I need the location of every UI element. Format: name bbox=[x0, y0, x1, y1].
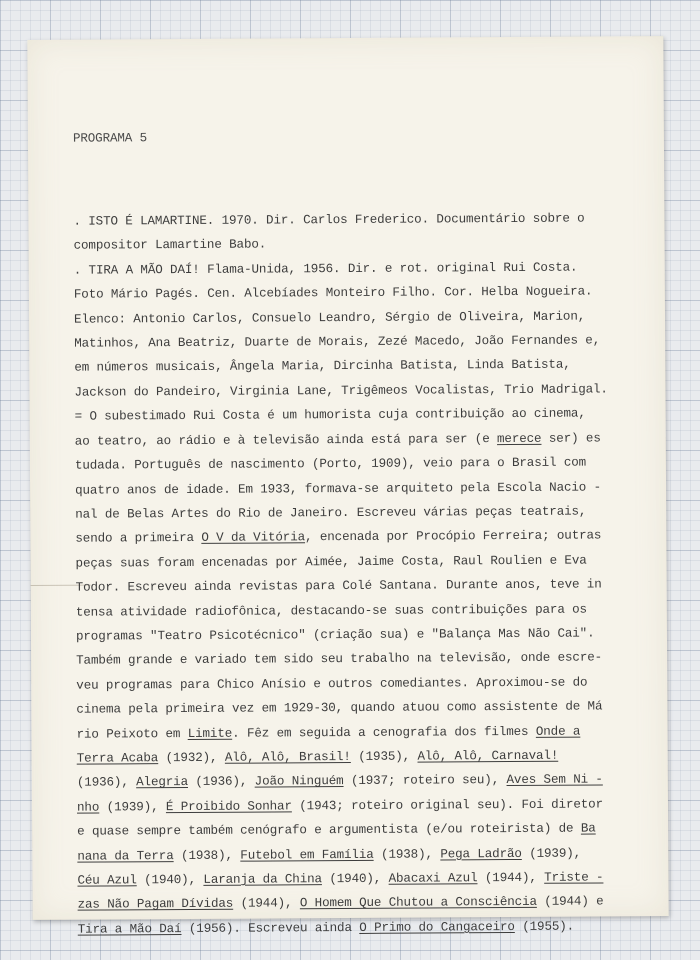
underlined-title: Futebol em Família bbox=[240, 847, 374, 863]
typed-document-page bbox=[27, 36, 668, 937]
text-run: = O subestimado Rui Costa é um humorista cuja contribuição ao cinema, bbox=[74, 406, 586, 424]
underlined-title: Triste - bbox=[544, 870, 604, 885]
underlined-title: O Primo do Cangaceiro bbox=[359, 919, 515, 935]
underlined-title: Aves Sem Ni - bbox=[506, 772, 603, 788]
text-run: (1939), bbox=[99, 799, 166, 815]
underlined-title: Pega Ladrão bbox=[440, 846, 522, 862]
text-line bbox=[76, 670, 646, 698]
text-line bbox=[77, 768, 647, 796]
underlined-title: Alô, Alô, Carnaval! bbox=[417, 748, 559, 764]
text-line bbox=[75, 523, 645, 551]
text-line bbox=[74, 377, 644, 405]
text-run: cinema pela primeira vez em 1929-30, quando atuou como assistente de Má bbox=[76, 699, 603, 717]
text-line bbox=[75, 450, 645, 478]
text-run: rio Peixoto em bbox=[76, 726, 188, 742]
underlined-title: Céu Azul bbox=[77, 873, 137, 888]
text-line bbox=[76, 621, 646, 649]
text-line bbox=[75, 401, 645, 429]
text-run: (1940), bbox=[136, 872, 204, 888]
text-run: sendo a primeira bbox=[75, 531, 202, 546]
underlined-title: Limite bbox=[187, 726, 233, 741]
text-run: Elenco: Antonio Carlos, Consuelo Leandro, Sérgio de Oliveira, Marion, bbox=[73, 309, 586, 327]
text-line bbox=[74, 353, 644, 381]
text-line bbox=[73, 206, 643, 234]
document-text bbox=[73, 74, 649, 960]
text-line bbox=[75, 475, 645, 503]
text-run: Jackson do Pandeiro, Virginia Lane, Trigêmeos Vocalistas, Trio Madrigal. bbox=[74, 382, 608, 400]
underlined-title: Alegria bbox=[136, 775, 189, 790]
text-run: ser) es bbox=[541, 431, 601, 446]
underlined-title: Abacaxi Azul bbox=[388, 871, 478, 886]
text-line bbox=[75, 499, 645, 527]
text-line bbox=[74, 279, 644, 307]
underlined-title: O V da Vitória bbox=[201, 530, 306, 546]
text-run: (1936), bbox=[76, 775, 137, 791]
text-line bbox=[77, 792, 647, 820]
text-line bbox=[78, 914, 648, 942]
text-line bbox=[75, 548, 645, 576]
underlined-title: Terra Acaba bbox=[76, 751, 159, 766]
program-heading: PROGRAMA 5 bbox=[72, 131, 148, 146]
text-run: (1940), bbox=[321, 871, 389, 887]
text-run: (1956). Escreveu ainda bbox=[181, 920, 360, 936]
text-run: . Fêz em seguida a cenografia dos filmes bbox=[232, 724, 536, 741]
underlined-title: É Proibido Sonhar bbox=[165, 799, 292, 814]
text-run: (1943; roteiro original seu). Foi diretor bbox=[291, 797, 604, 814]
underlined-title: Tira a Mão Daí bbox=[77, 921, 182, 937]
text-run: ao teatro, ao rádio e à televisão ainda está para ser (e bbox=[74, 431, 498, 449]
text-line bbox=[74, 328, 644, 356]
text-line bbox=[76, 646, 646, 674]
text-run: e quase sempre também cenógrafo e argumentista (e/ou roteirista) de bbox=[77, 821, 581, 839]
underlined-title: Onde a bbox=[535, 724, 581, 739]
underlined-title: merece bbox=[496, 431, 542, 446]
underlined-title: O Homem Que Chutou a Consciência bbox=[299, 895, 537, 911]
text-run: programas "Teatro Psicotécnico" (criação sua) e "Balança Mas Não Cai". bbox=[75, 626, 595, 644]
text-run: (1939), bbox=[521, 846, 582, 861]
text-run: (1938), bbox=[173, 848, 241, 863]
text-line bbox=[77, 816, 647, 844]
text-line bbox=[76, 694, 646, 722]
text-run: peças suas foram encenadas por Aimée, Jaime Costa, Raul Roulien e Eva bbox=[75, 553, 587, 571]
text-line bbox=[77, 865, 647, 893]
text-line bbox=[76, 719, 646, 747]
text-run: compositor Lamartine Babo. bbox=[73, 237, 267, 254]
underlined-title: nana da Terra bbox=[77, 848, 174, 864]
text-run: Todor. Escreveu ainda revistas para Colé Santana. Durante anos, teve in bbox=[75, 577, 602, 595]
text-run: quatro anos de idade. Em 1933, formava-se arquiteto pela Escola Nacio - bbox=[75, 479, 602, 498]
text-run: (1932), bbox=[158, 750, 225, 766]
text-run: (1936), bbox=[187, 774, 255, 790]
text-line bbox=[74, 255, 644, 283]
text-line bbox=[78, 890, 648, 918]
text-run: (1937; roteiro seu), bbox=[343, 773, 507, 789]
underlined-title: Ba bbox=[580, 821, 596, 836]
text-line bbox=[74, 231, 644, 259]
text-run: (1935), bbox=[350, 749, 418, 764]
text-run: (1944), bbox=[477, 870, 545, 886]
underlined-title: Laranja da China bbox=[203, 872, 322, 887]
text-run: veu programas para Chico Anísio e outros comediantes. Aproximou-se do bbox=[76, 675, 588, 693]
text-line bbox=[76, 572, 646, 600]
text-run: . ISTO É LAMARTINE. 1970. Dir. Carlos Frederico. Documentário sobre o bbox=[73, 211, 585, 229]
text-run: (1944) e bbox=[536, 894, 604, 910]
text-line bbox=[77, 743, 647, 771]
underlined-title: Alô, Alô, Brasil! bbox=[224, 749, 351, 765]
text-run: Matinhos, Ana Beatriz, Duarte de Morais, Zezé Macedo, João Fernandes e, bbox=[74, 333, 601, 351]
text-run: Foto Mário Pagés. Cen. Alcebíades Monteiro Filho. Cor. Helba Nogueira. bbox=[73, 284, 593, 302]
text-run: (1938), bbox=[373, 847, 441, 862]
text-line bbox=[77, 841, 647, 869]
text-run: Também grande e variado tem sido seu trabalho na televisão, onde escre- bbox=[76, 650, 603, 669]
underlined-title: João Ninguém bbox=[254, 774, 344, 789]
text-run: , encenada por Procópio Ferreira; outras bbox=[304, 528, 602, 545]
underlined-title: nho bbox=[76, 800, 100, 815]
text-run: tudada. Português de nascimento (Porto, 1909), veio para o Brasil com bbox=[74, 455, 587, 473]
text-run: (1944), bbox=[233, 896, 300, 912]
text-line bbox=[74, 304, 644, 332]
text-line bbox=[75, 426, 645, 454]
text-run: . TIRA A MÃO DAÍ! Flama-Unida, 1956. Dir. e rot. original Rui Costa. bbox=[73, 260, 578, 278]
document-body bbox=[73, 206, 647, 942]
text-line bbox=[76, 597, 646, 625]
text-run: nal de Belas Artes do Rio de Janeiro. Escreveu várias peças teatrais, bbox=[75, 504, 587, 522]
text-run: (1955). bbox=[514, 919, 575, 934]
underlined-title: zas Não Pagam Dívidas bbox=[77, 897, 234, 913]
text-run: em números musicais, Ângela Maria, Dircinha Batista, Linda Batista, bbox=[74, 358, 571, 376]
text-run: tensa atividade radiofônica, destacando-se suas contribuições para os bbox=[75, 602, 587, 620]
